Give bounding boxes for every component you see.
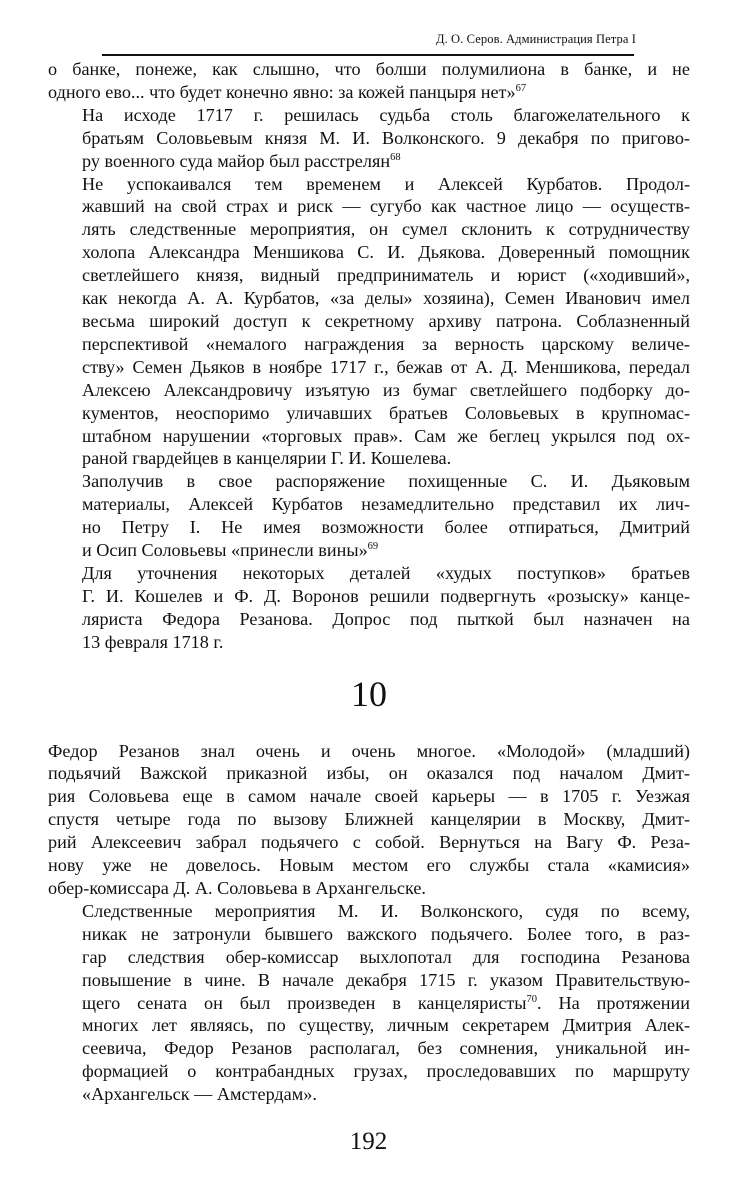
line-text: ру военного суда майор был расстрелян: [82, 150, 391, 171]
line-text: 13 февраля 1718 г.: [82, 631, 224, 652]
line-text: Не успокаивался тем временем и Алексей Курбатов. Продол-: [82, 173, 690, 194]
line-text: как некогда А. А. Курбатов, «за делы» хозяина), Семен Иванович имел: [82, 288, 690, 309]
line-text: щего сената он был произведен в канцеляристы: [82, 992, 527, 1013]
paragraph: [48, 562, 690, 654]
text-line: [48, 379, 690, 402]
line-text: «Архангельск — Амстердам».: [82, 1084, 317, 1105]
line-text: перспективой «немалого награждения за верность царскому величе-: [82, 333, 690, 354]
text-line: [48, 173, 690, 196]
line-text: светлейшего князя, видный предприниматель и юрист («ходивший»,: [82, 265, 690, 286]
text-line: [48, 969, 690, 992]
line-text: Г. И. Кошелев и Ф. Д. Воронов решили подвергнуть «розыску» канце-: [82, 585, 690, 606]
paragraph: [48, 740, 690, 900]
paragraph: [48, 104, 690, 173]
text-line: [48, 831, 690, 854]
line-text: Заполучив в свое распоряжение похищенные С. И. Дьяковым: [82, 471, 690, 492]
paragraph: [48, 173, 690, 471]
page-number: 192: [349, 1128, 388, 1155]
text-line: [48, 785, 690, 808]
text-line: [48, 356, 690, 379]
line-text: братьям Соловьевым князя М. И. Волконского. 9 декабря по пригово-: [82, 127, 690, 148]
text-line: [48, 1014, 690, 1037]
text-line: [48, 150, 690, 173]
line-text: Для уточнения некоторых деталей «худых поступков» братьев: [82, 562, 690, 583]
text-line: [48, 740, 690, 763]
line-text: сеевича, Федор Резанов располагал, без сомнения, уникальной ин-: [82, 1038, 690, 1059]
line-text: штабном нарушении «торговых прав». Сам же беглец укрылся под ох-: [82, 425, 690, 446]
text-line: [48, 762, 690, 785]
line-text: ству» Семен Дьяков в ноябре 1717 г., бежав от А. Д. Меншикова, передал: [82, 356, 690, 377]
text-line: [48, 447, 690, 470]
text-line: [48, 81, 690, 104]
line-text: Федор Резанов знал очень и очень многое. «Молодой» (младший): [48, 740, 690, 761]
line-text: кументов, неоспоримо уличавших братьев Соловьевых в крупномас-: [82, 402, 690, 423]
text-line: [48, 127, 690, 150]
line-text: Следственные мероприятия М. И. Волконского, судя по всему,: [82, 900, 690, 921]
line-text: жавший на свой страх и риск — сугубо как частное лицо — осуществ-: [82, 196, 690, 217]
line-text: о банке, понеже, как слышно, что болши полумилиона в банке, и не: [48, 59, 690, 79]
footnote-ref: 67: [515, 82, 527, 94]
text-line: [48, 58, 690, 81]
footnote-ref: 69: [367, 541, 379, 553]
text-line: [48, 241, 690, 264]
text-line: [48, 218, 690, 241]
line-text: но Петру I. Не имея возможности более отпираться, Дмитрий: [82, 517, 690, 538]
text-line: [48, 562, 690, 585]
text-line: [48, 608, 690, 631]
text-line: [48, 808, 690, 831]
line-text: повышение в чине. В начале декабря 1715 г. указом Правительствую-: [82, 969, 690, 990]
text-line: [48, 877, 690, 900]
line-text: никак не затронули бывшего важского подьячего. Более того, в раз-: [82, 923, 690, 944]
section-number: 10: [351, 673, 387, 714]
text-line: [48, 425, 690, 448]
text-line: [48, 585, 690, 608]
text-line: [48, 516, 690, 539]
text-line: [48, 631, 690, 654]
text-before-section: [48, 58, 690, 654]
line-text: рий Алексеевич забрал подьячего с собой. Вернуться на Вагу Ф. Реза-: [48, 832, 690, 853]
text-line: [48, 195, 690, 218]
paragraph: [48, 58, 690, 104]
text-line: [48, 946, 690, 969]
line-text: и Осип Соловьевы «принесли вины»: [82, 540, 368, 561]
line-text: формацией о контрабандных грузах, проследовавших по маршруту: [82, 1061, 690, 1082]
text-line: [48, 287, 690, 310]
running-header: Д. О. Серов. Администрация Петра I: [435, 32, 636, 46]
text-line: [48, 470, 690, 493]
page-body: [48, 58, 690, 1106]
text-line: [48, 1037, 690, 1060]
text-line: [48, 854, 690, 877]
text-line: [48, 1083, 690, 1106]
header-rule: [102, 54, 634, 56]
line-text: Алексею Александровичу изъятую из бумаг светлейшего подборку до-: [82, 379, 690, 400]
line-text: материалы, Алексей Курбатов незамедлительно представил их лич-: [82, 494, 690, 515]
line-text: спустя четыре года по вызову Ближней канцелярии в Москву, Дмит-: [48, 809, 690, 830]
line-text: раной гвардейцев в канцелярии Г. И. Кошелева.: [82, 448, 452, 469]
text-line: [48, 402, 690, 425]
paragraph: [48, 900, 690, 1106]
footnote-ref: 70: [526, 993, 538, 1005]
line-text: ляриста Федора Резанова. Допрос под пыткой был назначен на: [82, 608, 690, 629]
paragraph: [48, 470, 690, 562]
text-line: [48, 1060, 690, 1083]
text-line: [48, 333, 690, 356]
line-text: гар следствия обер-комиссар выхлопотал для господина Резанова: [82, 946, 690, 967]
text-line: [48, 992, 690, 1015]
text-line: [48, 310, 690, 333]
text-line: [48, 900, 690, 923]
footnote-ref: 68: [390, 151, 401, 163]
line-text: лять следственные мероприятия, он сумел склонить к сотрудничеству: [82, 219, 690, 240]
line-text: На исходе 1717 г. решилась судьба столь благожелательного к: [82, 104, 690, 125]
text-line: [48, 539, 690, 562]
line-text: подьячий Важской приказной избы, он оказался под началом Дмит-: [48, 763, 690, 784]
text-line: [48, 923, 690, 946]
line-text: нову уже не довелось. Новым местом его службы стала «камисия»: [48, 855, 690, 876]
line-text: . На протяжении: [537, 992, 691, 1013]
line-text: одного ево... что будет конечно явно: за кожей панцыря нет»: [48, 81, 516, 102]
line-text: обер-комиссара Д. А. Соловьева в Архангельске.: [48, 878, 426, 898]
line-text: рия Соловьева еще в самом начале своей карьеры — в 1705 г. Уезжая: [48, 786, 690, 807]
text-line: [48, 264, 690, 287]
text-line: [48, 493, 690, 516]
line-text: весьма широкий доступ к секретному архиву патрона. Соблазненный: [82, 310, 690, 331]
line-text: многих лет являясь, по существу, личным секретарем Дмитрия Алек-: [82, 1015, 690, 1036]
line-text: холопа Александра Меншикова С. И. Дьякова. Доверенный помощник: [82, 242, 690, 263]
text-line: [48, 104, 690, 127]
text-after-section: [48, 740, 690, 1107]
